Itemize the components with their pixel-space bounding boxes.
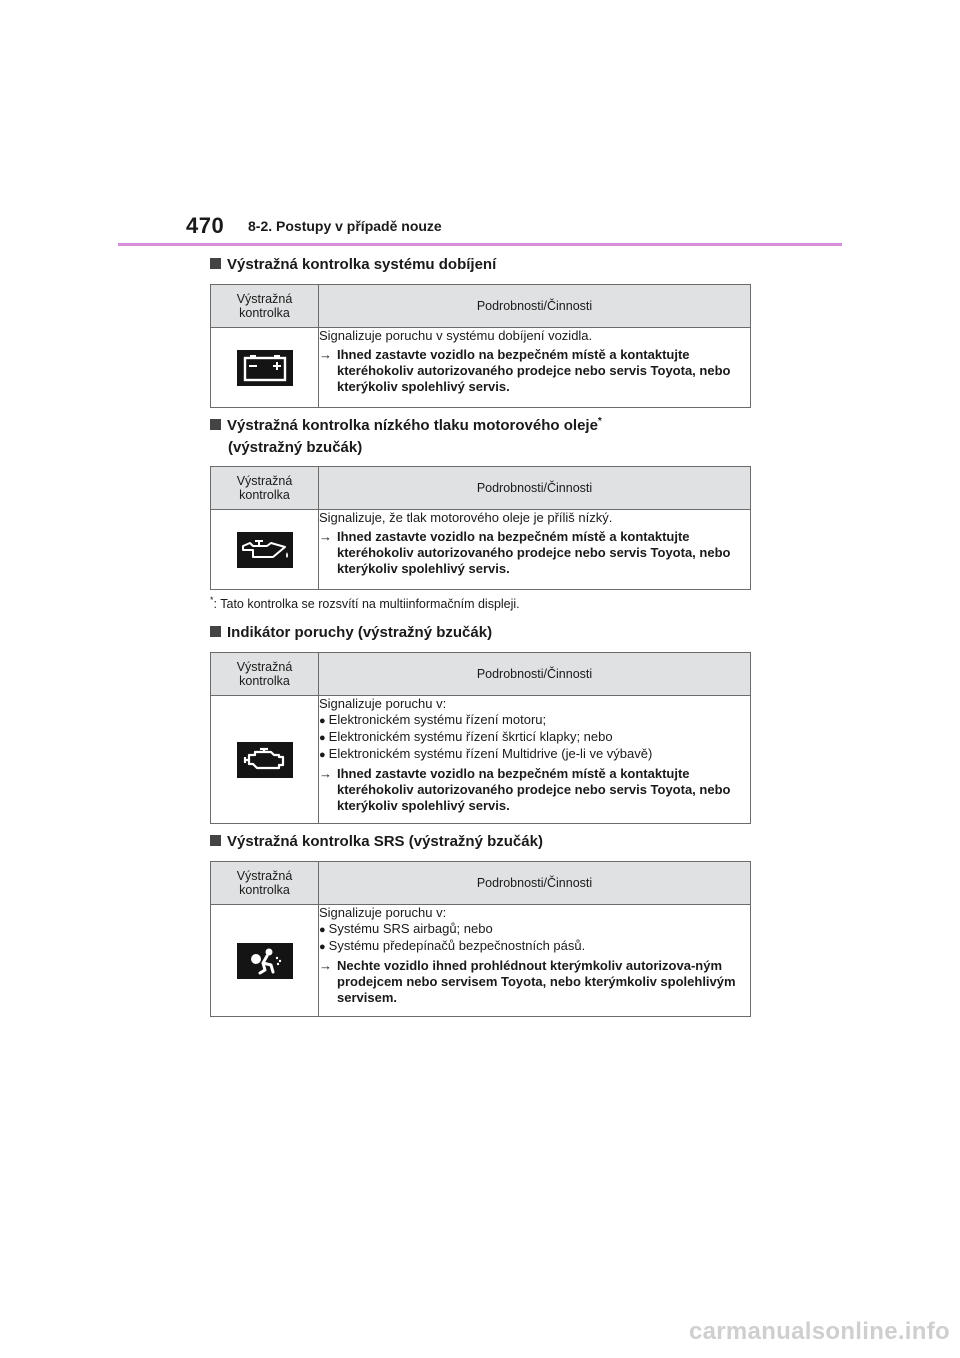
table-header-details: Podrobnosti/Činnosti [319,862,751,905]
action-text [319,766,750,814]
bullet-item: ● Systému předepínačů bezpečnostních pásů. [319,938,750,955]
table-header-indicator: Výstražná kontrolka [211,285,319,328]
section-square-icon [210,258,221,269]
details-cell [319,328,751,408]
table-header-indicator: Výstražná kontrolka [211,862,319,905]
section-heading-text: Výstražná kontrolka systému dobíjení [227,256,497,273]
description-line: Signalizuje poruchu v: [319,696,447,711]
section-heading-continuation: (výstražný bzučák) [228,439,363,456]
action-text [319,529,750,577]
section-square-icon [210,626,221,637]
warning-table-oil [210,466,751,590]
arrow-icon: → [319,347,332,362]
section-heading-oil [210,416,602,434]
arrow-icon: → [319,958,332,973]
footnote [210,595,520,611]
details-cell [319,510,751,590]
details-cell [319,696,751,824]
airbag-icon [237,943,293,979]
page-number: 470 [186,213,225,238]
icon-cell [211,328,319,408]
warning-table-srs [210,861,751,1017]
warning-table-malfunction [210,652,751,824]
action-label: Ihned zastavte vozidlo na bezpečném místě a kontaktujte kteréhokoliv autorizovaného prodejce nebo servis Toyota, nebo kterýkoliv spolehlivý servis. [337,347,731,394]
section-square-icon [210,419,221,430]
section-heading-charging [210,256,496,273]
section-heading-text: Výstražná kontrolka SRS (výstražný bzučák) [227,833,543,850]
bullet-item: ● Systému SRS airbagů; nebo [319,921,750,938]
action-label: Ihned zastavte vozidlo na bezpečném místě a kontaktujte kteréhokoliv autorizovaného prodejce nebo servis Toyota, nebo kterýkoliv spolehlivý servis. [337,529,731,576]
icon-cell [211,510,319,590]
section-heading-text: Indikátor poruchy (výstražný bzučák) [227,624,493,641]
header-rule [118,243,842,246]
footnote-text: : Tato kontrolka se rozsvítí na multiinformačním displeji. [213,597,520,612]
table-header-details: Podrobnosti/Činnosti [319,653,751,696]
battery-icon [237,350,293,386]
footnote-mark: * [597,416,602,427]
action-label: Ihned zastavte vozidlo na bezpečném místě a kontaktujte kteréhokoliv autorizovaného prodejce nebo servis Toyota, nebo kterýkoliv spolehlivý servis. [337,766,731,813]
chapter-title: 8-2. Postupy v případě nouze [248,218,442,234]
bullet-item: ● Elektronickém systému řízení Multidrive (je-li ve výbavě) [319,746,750,763]
section-heading-srs [210,833,543,850]
table-header-indicator: Výstražná kontrolka [211,653,319,696]
details-cell [319,905,751,1017]
section-heading-malfunction [210,624,492,641]
description-line: Signalizuje poruchu v systému dobíjení vozidla. [319,328,593,343]
section-heading-text: Výstražná kontrolka nízkého tlaku motorového oleje [227,417,598,434]
action-label: Nechte vozidlo ihned prohlédnout kterýmkoliv autorizova-ným prodejcem nebo servisem Toyota, nebo kterýmkoliv spolehlivým servisem. [337,958,736,1005]
oil-can-icon [237,532,293,568]
arrow-icon: → [319,529,332,544]
table-header-indicator: Výstražná kontrolka [211,467,319,510]
icon-cell [211,905,319,1017]
section-square-icon [210,835,221,846]
warning-table-charging [210,284,751,408]
bullet-item: ● Elektronickém systému řízení škrticí klapky; nebo [319,729,750,746]
arrow-icon: → [319,766,332,781]
table-header-details: Podrobnosti/Činnosti [319,285,751,328]
action-text [319,958,750,1006]
table-header-details: Podrobnosti/Činnosti [319,467,751,510]
icon-cell [211,696,319,824]
bullet-item: ● Elektronickém systému řízení motoru; [319,712,750,729]
check-engine-icon [237,742,293,778]
action-text [319,347,750,395]
watermark: carmanualsonline.info [688,1318,950,1345]
description-line: Signalizuje poruchu v: [319,905,447,920]
description-line: Signalizuje, že tlak motorového oleje je příliš nízký. [319,510,613,525]
footnote-mark: * [210,595,214,605]
